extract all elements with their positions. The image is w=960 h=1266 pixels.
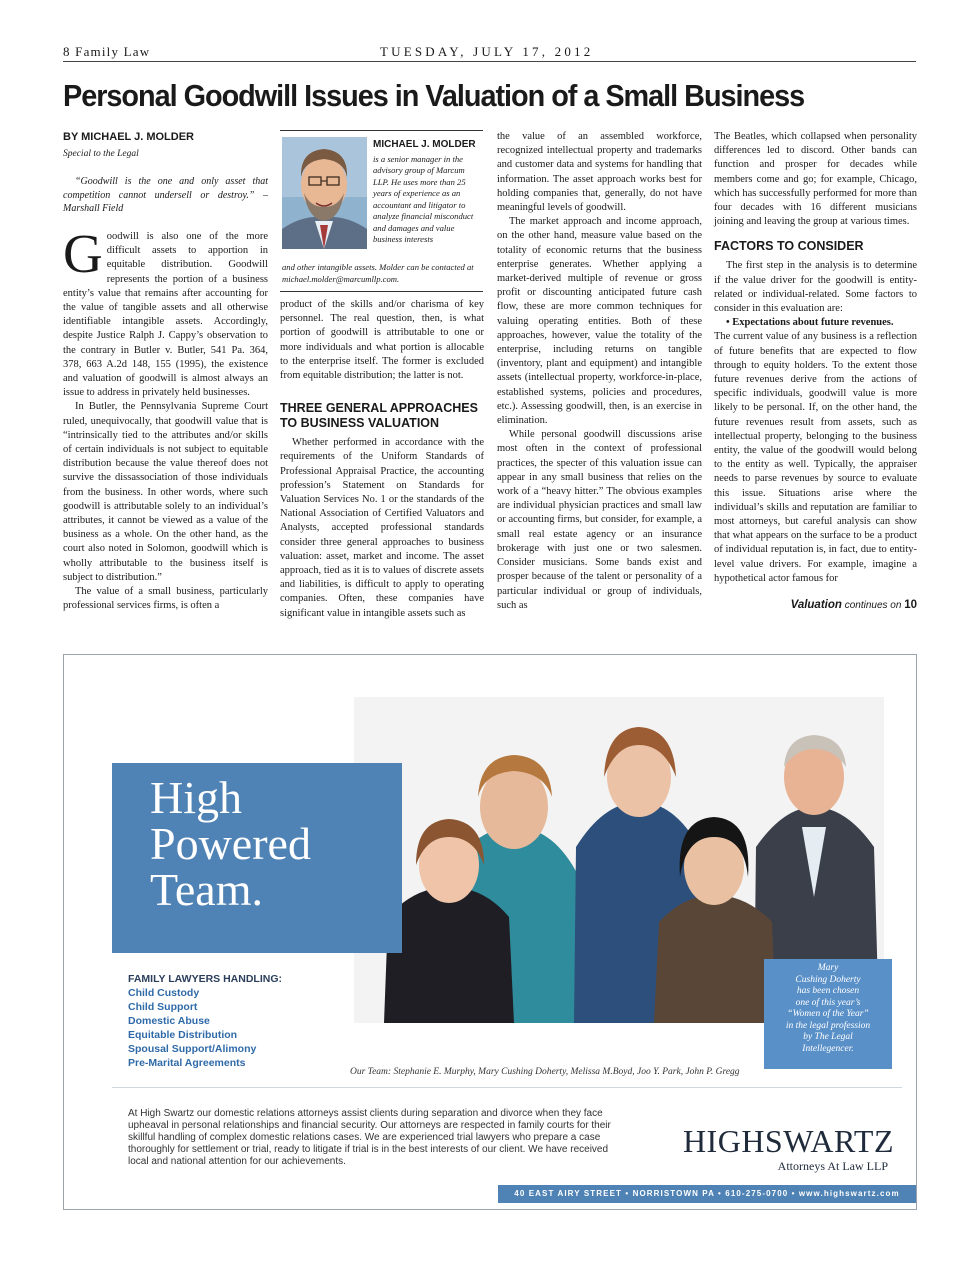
col2-paragraph-1: product of the skills and/or charisma of key personnel. The real question, then, is what portion of goodwill is attributable to one or more individuals and what portion is allocable to the enterprise itself. The former is excluded from equitable distribution; the latter is not.: [280, 299, 484, 382]
bio-description: is a senior manager in the advisory group of Marcum LLP. He uses more than 25 years of experience as an accountant and litigator to analyze financial misconduct and damages and value business interests: [373, 153, 474, 244]
bullet-heading: • Expectations about future revenues.: [726, 317, 894, 329]
column-2: [280, 298, 484, 621]
col4-paragraph-3: The current value of any business is a reflection of future benefits that are expected to flow through to equity holders. To the extent those future revenues derive from the actions of specific individuals, goodwill value is more likely to be personal. If, on the other hand, the future revenues result from assets, such as intellectual property, belonging to the business entity, the value of the goodwill would belong to the entity as well. Typically, the appraiser needs to parse revenues by source to evaluate this issue. Situations arise where the individual’s skills and reputation are familiar to most attorneys, but careful analysis can show that what appears on the surface to be a product of individual reputation is, in fact, due to entity-level value drivers. For example, imagine a hypothetical actor famous for: [714, 331, 917, 584]
special-to-legal: Special to the Legal: [63, 149, 139, 160]
award-line: Intellegencer.: [802, 1043, 854, 1054]
family-item: Spousal Support/Alimony: [128, 1043, 257, 1055]
continued-word: Valuation: [790, 599, 842, 612]
column-4: [714, 130, 917, 613]
family-item: Domestic Abuse: [128, 1015, 210, 1027]
col3-paragraph-3: While personal goodwill discussions arise most often in the context of professional practices, the specter of this valuation issue can appear in any small business that relies on the work of a “heavy hitter.” The obvious examples are individual physician practices and small law or accounting firms, but consider, for example, a small real estate agency or an insurance brokerage with just one or two salesmen. Consider musicians. Some bands exist and prosper because of the talent or personality of a particular individual or group of individuals, such as: [497, 429, 702, 611]
family-item: Child Custody: [128, 987, 200, 999]
address-bar: 40 EAST AIRY STREET • NORRISTOWN PA • 610-275-0700 • www.highswartz.com: [498, 1185, 916, 1203]
header-rule: [63, 61, 916, 62]
section-heading-factors: FACTORS TO CONSIDER: [714, 239, 864, 254]
ad-divider: [112, 1087, 902, 1088]
bio-name: MICHAEL J. MOLDER: [373, 139, 476, 150]
page-header-date: TUESDAY, JULY 17, 2012: [380, 44, 594, 59]
intro-text: oodwill is also one of the more difficult assets to apportion in equitable distribution. Goodwill represents the portion of a business entity’s value that remains after accounting for the value of tangible assets and all otherwise identifiable intangible assets. Accordingly, despite Justice Ralph J. Cappy’s observation to the contrary in Butler v. Butler, 541 Pa. 364, 378, 663 A.2d 148, 155 (1995), the existence and valuation of goodwill is almost always an issue to address in privately held businesses.: [63, 230, 268, 399]
headline: Personal Goodwill Issues in Valuation of a Small Business: [63, 78, 805, 113]
tagline-line-2: Powered: [150, 818, 311, 869]
family-item: Child Support: [128, 1001, 198, 1013]
award-line: “Women of the Year”: [787, 1009, 869, 1019]
bio-tail: and other intangible assets. Molder can be contacted at michael.molder@marcumllp.com.: [282, 262, 474, 284]
family-lawyers-list: [128, 972, 282, 1070]
col3-paragraph-1: the value of an assembled workforce, recognized intellectual property and trademarks and customer data and systems for handling that information. The asset approach works best for holding companies that, generally, do not have meaningful levels of goodwill.: [497, 131, 702, 214]
family-item: Pre-Marital Agreements: [128, 1057, 246, 1069]
drop-cap: G: [63, 222, 103, 284]
family-heading: FAMILY LAWYERS HANDLING:: [128, 973, 283, 985]
tagline-text: [150, 772, 311, 915]
col2-paragraph-2: Whether performed in accordance with the requirements of the Uniform Standards of Professional Appraisal Practice, the accounting profession’s Statement on Standards for Valuation Services No. 1 or the standards of the National Association of Certified Valuators and Analysts, accepted professional standards consider three general approaches to business valuation: asset, market and income. The asset approach, tied as it is to values of discrete assets and liabilities, is difficult to apply to operating companies. Often, these companies have significant value in intangible assets such as: [280, 437, 484, 619]
column-1: [63, 130, 268, 613]
logo-subtitle: Attorneys At Law LLP: [777, 1159, 888, 1173]
award-line: Mary: [817, 963, 839, 973]
page-header-section: 8 Family Law: [63, 44, 151, 59]
author-bio-box: [280, 130, 483, 292]
byline: BY MICHAEL J. MOLDER: [63, 131, 194, 143]
ad-body-text: At High Swartz our domestic relations attorneys assist clients during separation and divorce when they face upheaval in personal relationships and financial security. Our attorneys are respected in family courts for their skillful handling of complex domestic relations cases. We are experienced trial lawyers who prepare a case thoroughly for settlement or trial, ready to litigate if trial is in the best interests of our client. We have received local and national attention for our achievements.: [128, 1108, 611, 1167]
col4-paragraph-1: The Beatles, which collapsed when personality differences led to discord. Other bands can function and prosper for decades while members come and go; for example, Chicago, which has successfully performed for more than four decades with 16 different musicians joining and leaving the group at various times.: [714, 131, 917, 228]
epigraph-quote: “Goodwill is the one and only asset that competition cannot undersell or destroy.” – Marshall Field: [63, 176, 268, 215]
logo-wordmark: HIGHSWARTZ: [682, 1123, 894, 1159]
continued-page: 10: [904, 599, 917, 612]
award-line: one of this year’s: [795, 997, 861, 1008]
small-business-paragraph: The value of a small business, particularly professional services firms, is often a: [63, 585, 268, 612]
author-photo: [282, 137, 367, 249]
tagline-line-1: High: [150, 772, 242, 823]
award-line: in the legal profession: [785, 1020, 871, 1031]
col4-paragraph-2: The first step in the analysis is to determine if the value driver for the goodwill is entity-related or individual-related. Some factors to consider in this evaluation are:: [714, 260, 917, 315]
bio-text: [373, 139, 481, 246]
award-line: has been chosen: [796, 986, 860, 996]
tagline-panel: [112, 763, 402, 953]
continued-line: [714, 598, 917, 613]
award-line: by The Legal: [803, 1032, 853, 1042]
intro-paragraph: [63, 222, 268, 400]
family-item: Equitable Distribution: [128, 1029, 238, 1041]
team-caption: Our Team: Stephanie E. Murphy, Mary Cushing Doherty, Melissa M.Boyd, Joo Y. Park, John P. Gregg: [350, 1067, 740, 1077]
award-badge: [764, 959, 892, 1069]
continued-text: continues on: [844, 600, 902, 612]
col3-paragraph-2: The market approach and income approach, on the other hand, measure value based on the totality of economic returns that the business enterprise generates. Whether applying a market-derived multiple of revenue or gross profit or discounting anticipated future cash flow, these are more common techniques for valuing operating entities. Both of these approaches, however, value the totality of the enterprise, including returns on tangible (inventory, plant and equipment) and intangible assets (intellectual property, workforce-in-place, established systems, policies and procedures, etc.). Assessing goodwill, then, is an exercise in elimination.: [497, 216, 702, 427]
column-3: [497, 130, 702, 613]
highswartz-advertisement: [63, 654, 917, 1210]
section-heading-approaches: THREE GENERAL APPROACHES TO BUSINESS VALUATION: [280, 401, 478, 431]
tagline-line-3: Team.: [150, 864, 264, 915]
award-line: Cushing Doherty: [795, 974, 861, 985]
firm-logo: [654, 1125, 894, 1174]
butler-paragraph: In Butler, the Pennsylvania Supreme Court ruled, unequivocally, that goodwill value that is “intrinsically tied to the attributes and/or skills of certain individuals is not subject to equitable distribution because the value thereof does not survive the dissassociation of those individuals from the business. In other words, where such goodwill is attributable solely to an individual’s attributes, it cannot be viewed as a value of the business as a whole. On the other hand, as the court also noted in Solomon, goodwill which is wholly attributable to the business itself is subject to distribution.”: [63, 401, 268, 583]
